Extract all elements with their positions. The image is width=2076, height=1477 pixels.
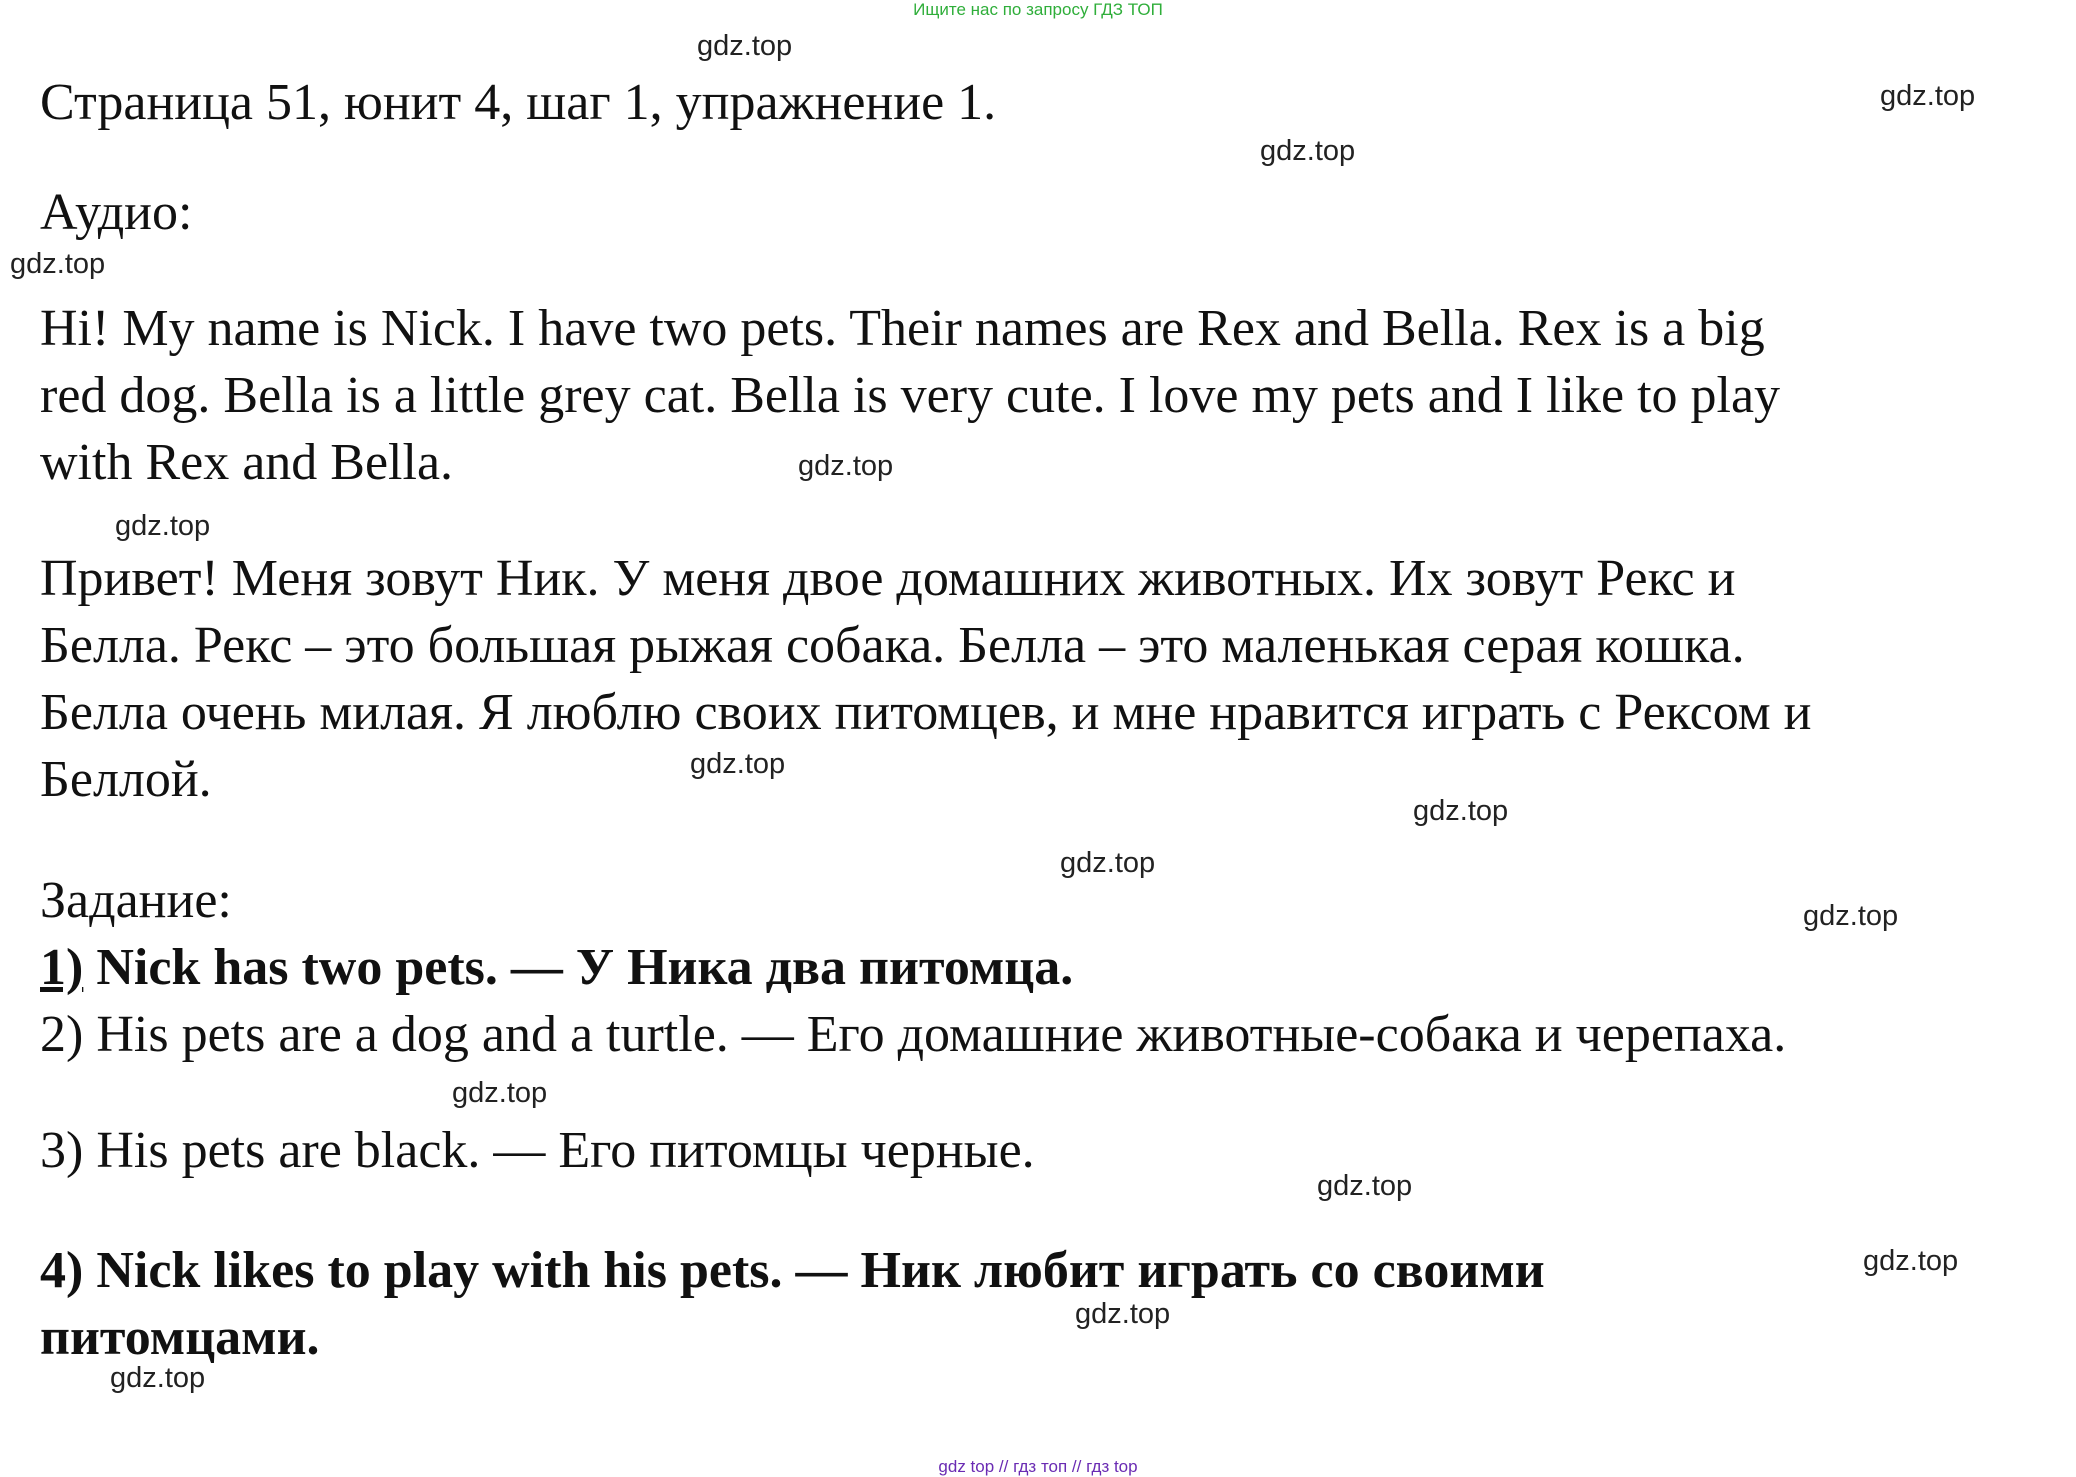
watermark: gdz.top: [1803, 900, 1899, 932]
answer-text: Nick has two pets. — У Ника два питомца.: [83, 939, 1074, 996]
russian-line: Привет! Меня зовут Ник. У меня двое домашних животных. Их зовут Рекс и: [40, 550, 1736, 607]
bottom-banner: gdz top // гдз топ // гдз top: [938, 1457, 1138, 1476]
watermark: gdz.top: [1317, 1170, 1413, 1202]
answer-item-4: [40, 1237, 1545, 1304]
watermark: gdz.top: [1075, 1298, 1171, 1330]
watermark: gdz.top: [1413, 795, 1509, 827]
english-passage: [40, 295, 2050, 496]
watermark: gdz.top: [798, 450, 894, 482]
watermark: gdz.top: [10, 248, 106, 280]
english-line: Hi! My name is Nick. I have two pets. Their names are Rex and Bella. Rex is a big: [40, 300, 1765, 357]
watermark: gdz.top: [1260, 135, 1356, 167]
russian-line: Белла. Рекс – это большая рыжая собака. Белла – это маленькая серая кошка.: [40, 617, 1745, 674]
watermark: gdz.top: [1880, 80, 1976, 112]
answer-number: 1): [40, 939, 84, 996]
answer-text: His pets are black. — Его питомцы черные.: [83, 1122, 1035, 1179]
english-line: red dog. Bella is a little grey cat. Bella is very cute. I love my pets and I like to play: [40, 367, 1781, 424]
watermark: gdz.top: [1060, 847, 1156, 879]
watermark: gdz.top: [690, 748, 786, 780]
answer-item-2: [40, 1001, 1786, 1068]
page-heading: Страница 51, юнит 4, шаг 1, упражнение 1.: [40, 74, 997, 131]
answer-number: 2): [40, 1006, 84, 1063]
top-banner: Ищите нас по запросу ГДЗ ТОП: [913, 0, 1163, 19]
answer-number: 4): [40, 1242, 84, 1299]
audio-label: Аудио:: [40, 184, 193, 241]
answer-text: His pets are a dog and a turtle. — Его домашние животные-собака и черепаха.: [83, 1006, 1787, 1063]
task-label: Задание:: [40, 872, 232, 929]
answer-item-4-continued: питомцами.: [40, 1309, 320, 1366]
english-line: with Rex and Bella.: [40, 434, 454, 491]
answer-item-3: [40, 1117, 1035, 1184]
russian-passage: [40, 545, 2050, 813]
watermark: gdz.top: [110, 1362, 206, 1394]
watermark: gdz.top: [1863, 1245, 1959, 1277]
answer-item-1: [40, 934, 1073, 1001]
watermark: gdz.top: [697, 30, 793, 62]
watermark: gdz.top: [115, 510, 211, 542]
answer-text: Nick likes to play with his pets. — Ник любит играть со своими: [83, 1242, 1545, 1299]
russian-line: Белла очень милая. Я люблю своих питомцев, и мне нравится играть с Рексом и: [40, 684, 1812, 741]
answer-number: 3): [40, 1122, 84, 1179]
russian-line: Беллой.: [40, 751, 212, 808]
watermark: gdz.top: [452, 1077, 548, 1109]
